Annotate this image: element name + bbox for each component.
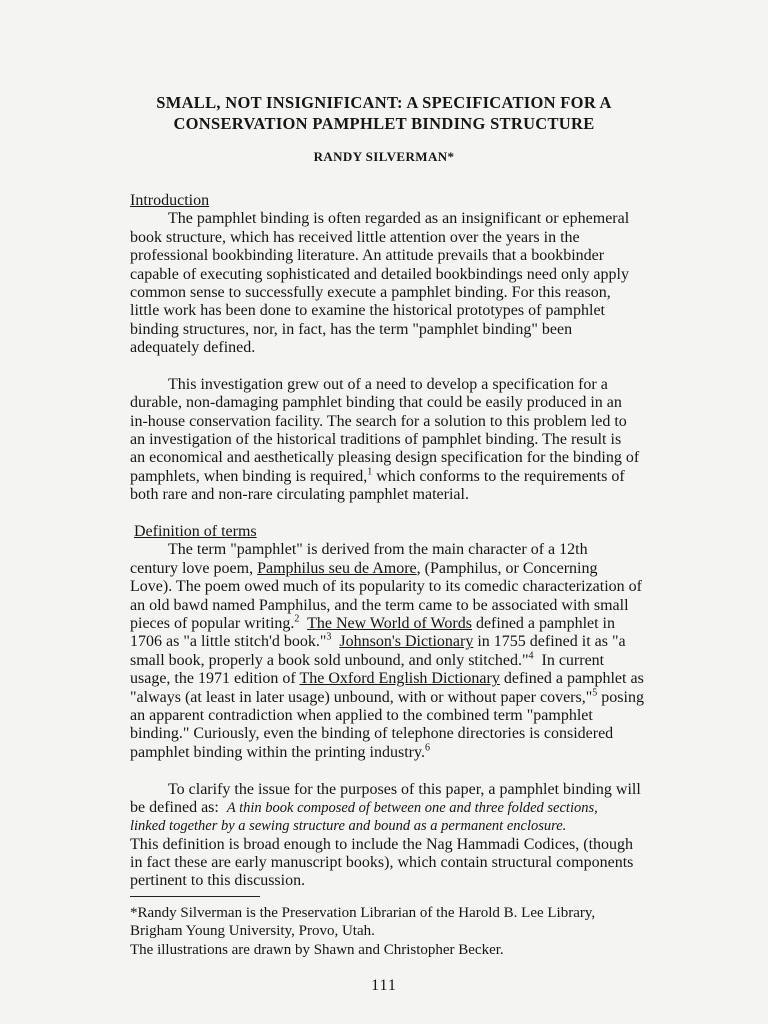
paragraph-line: The term "pamphlet" is derived from the main character of a 12th — [168, 541, 588, 559]
footnote-line: Brigham Young University, Provo, Utah. — [130, 923, 375, 940]
author-byline: RANDY SILVERMAN* — [313, 149, 455, 164]
cited-title: Johnson's Dictionary — [339, 633, 474, 651]
paragraph-line: an apparent contradiction when applied to the combined term "pamphlet — [130, 706, 593, 724]
cited-title: The Oxford English Dictionary — [299, 670, 500, 688]
footnote-ref: 6 — [424, 742, 430, 754]
paragraph-line: pamphlets, when binding is required,$^1$ which conforms to the requirements of — [130, 466, 625, 485]
page-number: 111 — [371, 977, 397, 994]
paragraph-line: book structure, which has received little attention over the years in the — [130, 228, 580, 246]
paragraph-line: This definition is broad enough to include the Nag Hammadi Codices, (though — [130, 835, 634, 853]
paragraph-line: in fact these are early manuscript books), which contain structural components — [130, 854, 634, 872]
paragraph-line: "always (at least in later usage) unbound, with or without paper covers,"$^5$ posing — [130, 687, 644, 706]
paragraph-line: in-house conservation facility. The search for a solution to this problem led to — [130, 412, 627, 430]
paragraph-line: small book, properly a book sold unbound, and only stitched."$^4$ In current — [130, 650, 605, 669]
paragraph-line: pieces of popular writing.$^2$ The New World of Words defined a pamphlet in — [130, 613, 615, 632]
paragraph-line: Love). The poem owed much of its popularity to its comedic characterization of — [130, 578, 642, 596]
paragraph-line: durable, non-damaging pamphlet binding that could be easily produced in an — [130, 394, 622, 412]
paragraph-line: an old bawd named Pamphilus, and the term came to be associated with small — [130, 596, 629, 614]
paragraph-line: binding structures, nor, in fact, has the term "pamphlet binding" been — [130, 320, 573, 338]
footnote-ref: 3 — [326, 632, 332, 644]
paragraph-line: usage, the 1971 edition of The Oxford English Dictionary defined a pamphlet as — [130, 670, 644, 688]
paragraph-line: pamphlet binding within the printing industry.$^6$ — [130, 742, 430, 761]
paragraph-line: capable of executing sophisticated and detailed bookbindings need only apply — [130, 265, 629, 283]
paragraph-line: professional bookbinding literature. An attitude prevails that a bookbinder — [130, 247, 605, 265]
paragraph-line: To clarify the issue for the purposes of this paper, a pamphlet binding will — [168, 780, 641, 798]
section-heading-introduction: Introduction — [130, 192, 210, 209]
cited-title: The New World of Words — [307, 614, 472, 632]
footnote — [130, 904, 690, 959]
paragraph-line: adequately defined. — [130, 339, 256, 357]
footnote-ref: 4 — [528, 650, 534, 662]
footnote-ref: 5 — [592, 687, 598, 699]
paragraph-line: an economical and aesthetically pleasing design specification for the binding of — [130, 449, 640, 467]
section-heading-definition: Definition of terms — [134, 523, 257, 541]
definition-italic: linked together by a sewing structure and bound as a permanent enclosure. — [130, 818, 567, 835]
paragraph-line: The pamphlet binding is often regarded as an insignificant or ephemeral — [168, 210, 630, 228]
title-line-1: SMALL, NOT INSIGNIFICANT: A SPECIFICATION FOR A — [156, 93, 612, 112]
paragraph-line: an investigation of the historical traditions of pamphlet binding. The result is — [130, 431, 622, 449]
paragraph-line: little work has been done to examine the historical prototypes of pamphlet — [130, 302, 605, 320]
article-body — [130, 192, 668, 891]
paragraph-line: binding." Curiously, even the binding of telephone directories is considered — [130, 725, 614, 743]
footnote-divider — [130, 896, 260, 897]
paragraph-line: be defined as: A thin book composed of between one and three folded sections, — [130, 798, 598, 816]
paragraph-line: common sense to successfully execute a pamphlet binding. For this reason, — [130, 283, 611, 301]
footnote-ref: 2 — [294, 613, 300, 625]
definition-italic: A thin book composed of between one and three folded sections, — [226, 799, 598, 816]
paragraph-line: This investigation grew out of a need to develop a specification for a — [168, 375, 608, 393]
article-title — [0, 92, 768, 134]
cited-title: Pamphilus seu de Amore — [257, 559, 417, 577]
paragraph-line: 1706 as "a little stitch'd book."$^3$ Johnson's Dictionary in 1755 defined it as "a — [130, 632, 626, 651]
paragraph-line: both rare and non-rare circulating pamphlet material. — [130, 486, 469, 504]
footnote-line: The illustrations are drawn by Shawn and Christopher Becker. — [130, 941, 504, 958]
paragraph-line: pertinent to this discussion. — [130, 872, 306, 890]
footnote-ref: 1 — [367, 466, 373, 478]
title-line-2: CONSERVATION PAMPHLET BINDING STRUCTURE — [173, 114, 595, 133]
paragraph-line: century love poem, Pamphilus seu de Amore, (Pamphilus, or Concerning — [130, 559, 598, 577]
footnote-line: *Randy Silverman is the Preservation Librarian of the Harold B. Lee Library, — [130, 905, 596, 921]
